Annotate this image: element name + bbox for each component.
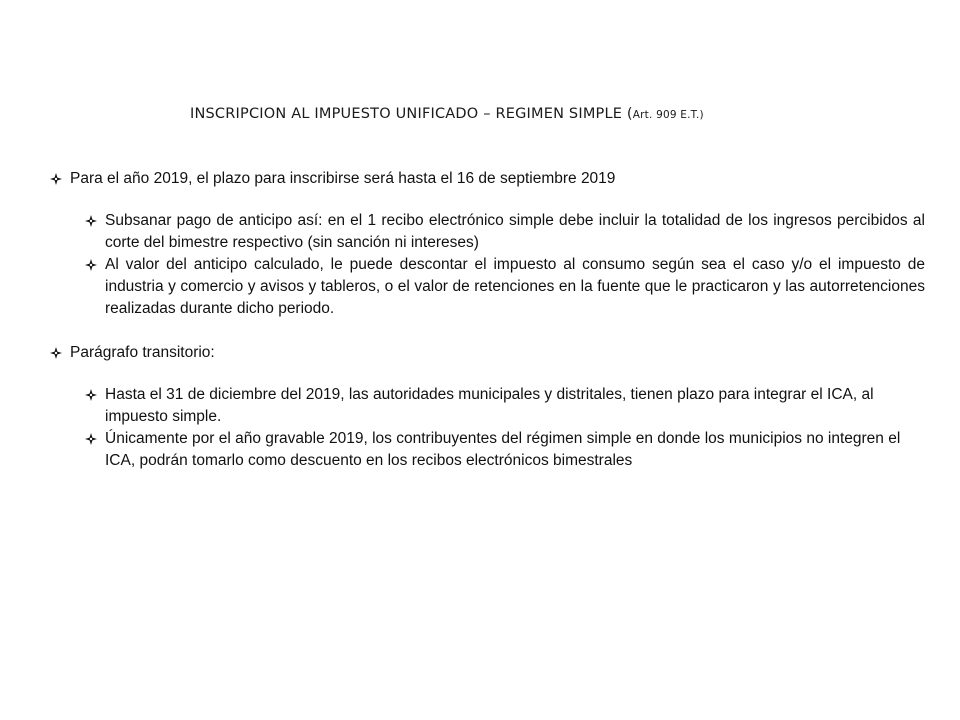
bullet-text: Hasta el 31 de diciembre del 2019, las autoridades municipales y distritales, tienen plazo para integrar el ICA, al impuesto simple. <box>105 386 874 425</box>
title-main: INSCRIPCION AL IMPUESTO UNIFICADO – REGIMEN SIMPLE ( <box>190 106 633 122</box>
diamond-bullet-icon <box>50 342 70 364</box>
bullet-text: Subsanar pago de anticipo así: en el 1 recibo electrónico simple debe incluir la totalidad de los ingresos percibidos al corte del bimestre respectivo (sin sanción ni intereses) <box>105 212 925 251</box>
bullet-text: Para el año 2019, el plazo para inscribirse será hasta el 16 de septiembre 2019 <box>70 170 616 187</box>
bullet-text: Parágrafo transitorio: <box>70 344 215 361</box>
bullet-text: Únicamente por el año gravable 2019, los contribuyentes del régimen simple en donde los municipios no integren el ICA, podrán tomarlo como descuento en los recibos electrónicos bimestrales <box>105 430 901 469</box>
slide-title <box>190 106 704 122</box>
diamond-bullet-icon <box>85 428 105 450</box>
subbullet-anticipo-discount <box>85 254 925 320</box>
subbullet-anticipo-payment <box>85 210 925 254</box>
diamond-bullet-icon <box>85 254 105 276</box>
title-reference: Art. 909 E.T.) <box>632 109 704 121</box>
diamond-bullet-icon <box>50 168 70 190</box>
bullet-transitional-paragraph <box>50 342 930 364</box>
subbullet-ica-integration <box>85 384 925 428</box>
diamond-bullet-icon <box>85 384 105 406</box>
subbullet-ica-discount <box>85 428 925 472</box>
bullet-registration-deadline <box>50 168 930 190</box>
bullet-text: Al valor del anticipo calculado, le puede descontar el impuesto al consumo según sea el caso y/o el impuesto de industria y comercio y avisos y tableros, o el valor de retenciones en la fuente que le practicaron y las autorretenciones realizadas durante dicho periodo. <box>105 256 925 317</box>
diamond-bullet-icon <box>85 210 105 232</box>
